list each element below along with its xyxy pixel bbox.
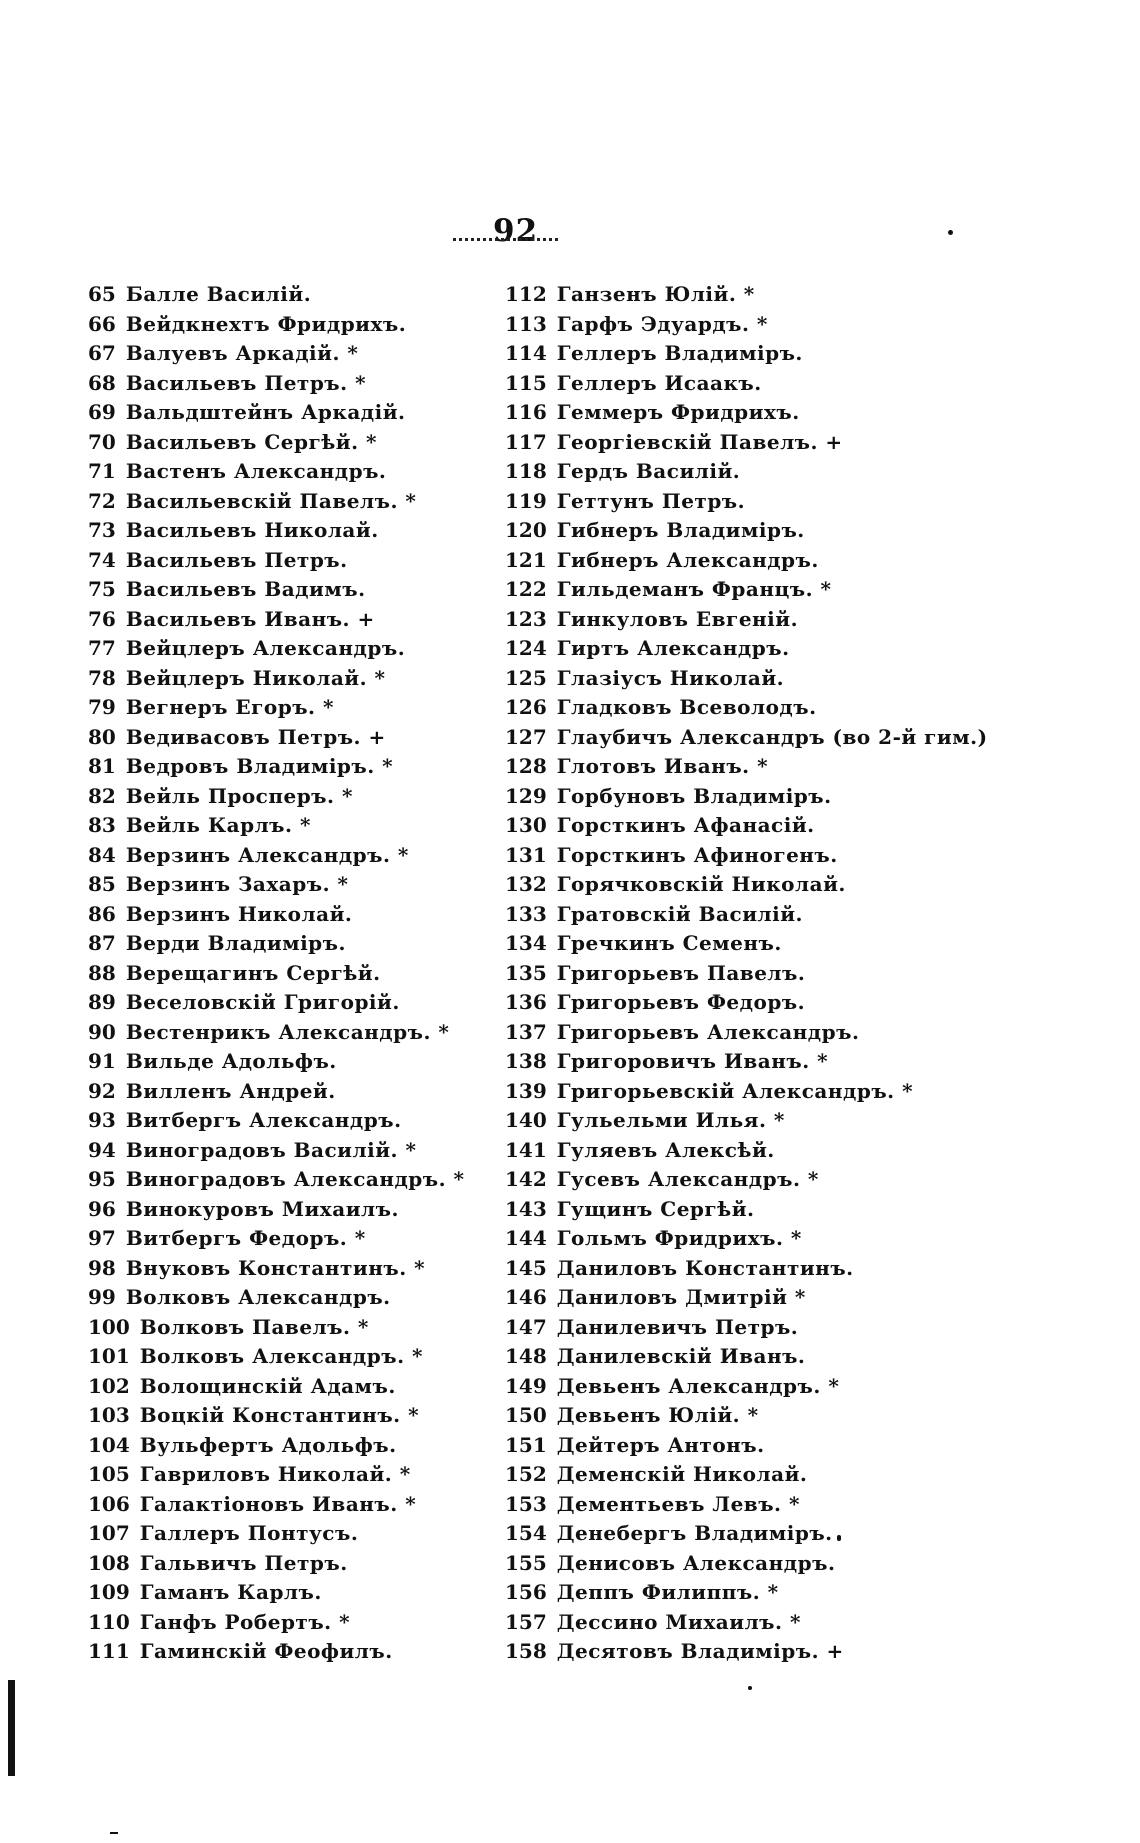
entry-name: Вейль Карлъ. * — [125, 813, 311, 837]
entry-name: Балле Василій. — [125, 282, 312, 306]
entry-number: 82 — [88, 783, 116, 808]
entry-name: Вейцлеръ Николай. * — [125, 665, 386, 690]
list-entry — [88, 1460, 465, 1490]
entry-number: 94 — [88, 1137, 116, 1162]
list-entry — [505, 575, 988, 605]
entry-name: Верещагинъ Сергѣй. — [125, 960, 381, 985]
page-number-underline — [453, 238, 558, 241]
entry-name: Глазіусъ Николай. — [556, 665, 785, 690]
entry-name: Гаминскій Феофилъ. — [139, 1639, 393, 1663]
entry-number: 77 — [88, 636, 116, 660]
list-entry — [505, 1372, 988, 1402]
entry-name: Виноградовъ Александръ. * — [125, 1167, 465, 1191]
list-entry — [505, 1018, 988, 1048]
entry-name: Волощинскій Адамъ. — [139, 1373, 396, 1398]
entry-name: Васильевскій Павелъ. * — [125, 488, 417, 513]
entry-name: Глаубичъ Александръ (во 2-й гим.) — [556, 724, 988, 749]
entry-number: 120 — [505, 518, 547, 542]
entry-number: 145 — [505, 1255, 547, 1280]
list-entry — [505, 634, 988, 664]
entry-name: Валуевъ Аркадій. * — [125, 341, 359, 365]
list-entry — [88, 369, 465, 399]
entry-name: Ведровъ Владиміръ. * — [125, 754, 394, 778]
entry-number: 109 — [88, 1580, 130, 1604]
list-entry — [88, 782, 465, 812]
entry-name: Гульельми Илья. * — [556, 1108, 785, 1132]
entry-name: Григорьевскій Александръ. * — [556, 1078, 914, 1103]
list-entry — [505, 988, 988, 1018]
list-entry — [505, 605, 988, 635]
entry-name: Верзинъ Захаръ. * — [125, 872, 349, 896]
entry-number: 71 — [88, 459, 116, 483]
list-entry — [88, 516, 465, 546]
entry-name: Девьенъ Юлій. * — [556, 1403, 759, 1427]
entry-name: Данилевичъ Петръ. — [556, 1314, 799, 1339]
entry-name: Верди Владиміръ. — [125, 931, 346, 955]
entry-number: 149 — [505, 1373, 547, 1398]
list-entry — [505, 1519, 988, 1549]
entry-number: 126 — [505, 695, 547, 719]
list-entry — [505, 752, 988, 782]
entry-number: 85 — [88, 872, 116, 896]
entry-number: 92 — [88, 1078, 116, 1103]
list-entry — [88, 605, 465, 635]
entry-number: 132 — [505, 872, 547, 896]
list-entry — [505, 457, 988, 487]
list-entry — [505, 310, 988, 340]
entry-name: Васильевъ Николай. — [125, 518, 379, 542]
entry-name: Веселовскій Григорій. — [125, 990, 400, 1014]
entry-name: Вильде Адольфъ. — [125, 1049, 337, 1073]
entry-number: 140 — [505, 1108, 547, 1132]
entry-number: 144 — [505, 1226, 547, 1250]
entry-name: Дейтеръ Антонъ. — [556, 1432, 765, 1457]
entry-number: 151 — [505, 1432, 547, 1457]
entry-name: Деменскій Николай. — [556, 1462, 808, 1486]
entry-number: 88 — [88, 960, 116, 985]
entry-number: 74 — [88, 547, 116, 572]
list-entry — [505, 280, 988, 310]
list-entry — [88, 398, 465, 428]
entry-number: 84 — [88, 842, 116, 867]
entry-number: 107 — [88, 1521, 130, 1545]
entry-number: 118 — [505, 459, 547, 483]
entry-name: Внуковъ Константинъ. * — [125, 1255, 426, 1280]
entry-number: 112 — [505, 282, 547, 306]
entry-number: 72 — [88, 488, 116, 513]
list-entry — [88, 988, 465, 1018]
entry-name: Гильдеманъ Францъ. * — [556, 577, 832, 601]
list-entry — [505, 900, 988, 930]
entry-name: Гердъ Василій. — [556, 459, 741, 483]
entry-number: 117 — [505, 429, 547, 454]
list-entry — [505, 1165, 988, 1195]
entry-name: Григоровичъ Иванъ. * — [556, 1049, 829, 1073]
entry-number: 87 — [88, 931, 116, 955]
list-entry — [505, 1254, 988, 1284]
list-entry — [88, 1018, 465, 1048]
entry-name: Гаманъ Карлъ. — [139, 1580, 322, 1604]
entry-number: 156 — [505, 1580, 547, 1604]
entry-number: 69 — [88, 400, 116, 424]
entry-number: 138 — [505, 1049, 547, 1073]
scan-speck — [948, 230, 953, 235]
list-entry — [88, 428, 465, 458]
list-entry — [88, 1637, 465, 1667]
entry-number: 146 — [505, 1285, 547, 1309]
entry-name: Григорьевъ Павелъ. — [556, 960, 806, 985]
entry-number: 114 — [505, 341, 547, 365]
entry-name: Геттунъ Петръ. — [556, 488, 746, 513]
entry-number: 105 — [88, 1462, 130, 1486]
entry-name: Васильевъ Иванъ. + — [125, 606, 375, 631]
list-entry — [505, 1077, 988, 1107]
entry-number: 89 — [88, 990, 116, 1014]
list-entry — [505, 841, 988, 871]
entry-number: 136 — [505, 990, 547, 1014]
entry-name: Гарфъ Эдуардъ. * — [556, 311, 768, 336]
entry-number: 157 — [505, 1609, 547, 1634]
scan-speck — [110, 1832, 118, 1834]
entry-number: 148 — [505, 1344, 547, 1368]
list-entry — [505, 959, 988, 989]
entry-name: Гибнеръ Владиміръ. — [556, 518, 805, 542]
entry-name: Вейль Просперъ. * — [125, 783, 353, 808]
entry-name: Вилленъ Андрей. — [125, 1078, 336, 1103]
entry-number: 130 — [505, 813, 547, 837]
list-entry — [88, 1578, 465, 1608]
list-entry — [88, 1401, 465, 1431]
entry-name: Ганзенъ Юлій. * — [556, 282, 755, 306]
entry-name: Гавриловъ Николай. * — [139, 1462, 411, 1486]
entry-number: 135 — [505, 960, 547, 985]
entry-name: Григорьевъ Александръ. — [556, 1019, 860, 1044]
list-entry — [88, 1490, 465, 1520]
entry-name: Десятовъ Владиміръ. + — [556, 1639, 844, 1663]
entry-number: 154 — [505, 1521, 547, 1545]
entry-number: 96 — [88, 1196, 116, 1221]
entry-number: 143 — [505, 1196, 547, 1221]
entry-name: Ганфъ Робертъ. * — [139, 1609, 351, 1634]
entry-number: 111 — [88, 1639, 130, 1663]
entry-name: Витбергъ Федоръ. * — [125, 1226, 366, 1250]
entry-name: Горячковскій Николай. — [556, 872, 846, 896]
list-entry — [88, 870, 465, 900]
list-entry — [505, 1637, 988, 1667]
entry-name: Вестенрикъ Александръ. * — [125, 1019, 450, 1044]
list-entry — [505, 1608, 988, 1638]
list-entry — [88, 1608, 465, 1638]
list-entry — [88, 339, 465, 369]
list-entry — [88, 1106, 465, 1136]
list-entry — [505, 1460, 988, 1490]
left-column — [88, 280, 465, 1667]
list-entry — [88, 1224, 465, 1254]
entry-number: 125 — [505, 665, 547, 690]
entry-name: Винокуровъ Михаилъ. — [125, 1196, 399, 1221]
list-entry — [88, 546, 465, 576]
entry-name: Воцкій Константинъ. * — [139, 1403, 420, 1427]
entry-number: 75 — [88, 577, 116, 601]
entry-number: 93 — [88, 1108, 116, 1132]
scan-edge-mark — [8, 1680, 15, 1776]
list-entry — [505, 1490, 988, 1520]
entry-name: Васильевъ Вадимъ. — [125, 577, 366, 601]
entry-name: Вальдштейнъ Аркадій. — [125, 400, 406, 424]
entry-name: Даниловъ Константинъ. — [556, 1255, 854, 1280]
entry-number: 115 — [505, 370, 547, 395]
list-entry — [88, 634, 465, 664]
entry-name: Вастенъ Александръ. — [125, 459, 387, 483]
entry-name: Гущинъ Сергѣй. — [556, 1196, 755, 1221]
list-entry — [505, 1106, 988, 1136]
entry-number: 119 — [505, 488, 547, 513]
entry-name: Гальвичъ Петръ. — [139, 1550, 348, 1575]
list-entry — [88, 1195, 465, 1225]
entry-name: Виноградовъ Василій. * — [125, 1137, 417, 1162]
list-entry — [505, 1047, 988, 1077]
list-entry — [505, 516, 988, 546]
list-entry — [88, 487, 465, 517]
entry-name: Григорьевъ Федоръ. — [556, 990, 806, 1014]
entry-number: 133 — [505, 901, 547, 926]
entry-number: 99 — [88, 1285, 116, 1309]
entry-name: Гуляевъ Алексѣй. — [556, 1137, 775, 1162]
list-entry — [88, 310, 465, 340]
entry-number: 110 — [88, 1609, 130, 1634]
entry-name: Гинкуловъ Евгеній. — [556, 606, 799, 631]
entry-name: Волковъ Павелъ. * — [139, 1314, 369, 1339]
entry-number: 76 — [88, 606, 116, 631]
entry-name: Гратовскій Василій. — [556, 901, 804, 926]
list-entry — [88, 1136, 465, 1166]
list-entry — [505, 398, 988, 428]
entry-name: Вейцлеръ Александръ. — [125, 636, 406, 660]
entry-name: Верзинъ Николай. — [125, 901, 353, 926]
entry-name: Глотовъ Иванъ. * — [556, 754, 769, 778]
list-entry — [88, 1431, 465, 1461]
entry-name: Геллеръ Владиміръ. — [556, 341, 803, 365]
list-entry — [88, 723, 465, 753]
entry-name: Гиртъ Александръ. — [556, 636, 790, 660]
list-entry — [505, 664, 988, 694]
list-entry — [88, 664, 465, 694]
entry-name: Волковъ Александръ. — [125, 1285, 391, 1309]
entry-number: 80 — [88, 724, 116, 749]
entry-number: 102 — [88, 1373, 130, 1398]
list-entry — [88, 1313, 465, 1343]
list-entry — [88, 1047, 465, 1077]
list-entry — [88, 1342, 465, 1372]
entry-number: 106 — [88, 1491, 130, 1516]
entry-name: Горбуновъ Владиміръ. — [556, 783, 832, 808]
entry-name: Данилевскій Иванъ. — [556, 1344, 806, 1368]
right-column — [505, 280, 988, 1667]
list-entry — [505, 428, 988, 458]
entry-number: 78 — [88, 665, 116, 690]
entry-number: 127 — [505, 724, 547, 749]
list-entry — [505, 1283, 988, 1313]
list-entry — [88, 1077, 465, 1107]
entry-name: Гречкинъ Семенъ. — [556, 931, 782, 955]
list-entry — [88, 900, 465, 930]
entry-number: 124 — [505, 636, 547, 660]
list-entry — [88, 1372, 465, 1402]
entry-number: 66 — [88, 311, 116, 336]
entry-name: Геммеръ Фридрихъ. — [556, 400, 800, 424]
entry-name: Девьенъ Александръ. * — [556, 1373, 840, 1398]
list-entry — [505, 1136, 988, 1166]
entry-number: 68 — [88, 370, 116, 395]
entry-number: 153 — [505, 1491, 547, 1516]
list-entry — [88, 693, 465, 723]
list-entry — [505, 782, 988, 812]
entry-number: 101 — [88, 1344, 130, 1368]
entry-name: Галлеръ Понтусъ. — [139, 1521, 359, 1545]
list-entry — [505, 546, 988, 576]
entry-number: 137 — [505, 1019, 547, 1044]
list-entry — [505, 870, 988, 900]
list-entry — [88, 752, 465, 782]
entry-number: 95 — [88, 1167, 116, 1191]
list-entry — [88, 1519, 465, 1549]
entry-number: 103 — [88, 1403, 130, 1427]
entry-number: 73 — [88, 518, 116, 542]
entry-name: Витбергъ Александръ. — [125, 1108, 402, 1132]
list-entry — [505, 811, 988, 841]
entry-number: 131 — [505, 842, 547, 867]
list-entry — [88, 1165, 465, 1195]
entry-number: 113 — [505, 311, 547, 336]
entry-number: 108 — [88, 1550, 130, 1575]
entry-name: Васильевъ Сергѣй. * — [125, 429, 377, 454]
entry-number: 91 — [88, 1049, 116, 1073]
entry-name: Васильевъ Петръ. — [125, 547, 348, 572]
list-entry — [88, 575, 465, 605]
list-entry — [88, 811, 465, 841]
list-entry — [505, 1195, 988, 1225]
entry-name: Дементьевъ Левъ. * — [556, 1491, 800, 1516]
entry-name: Дессино Михаилъ. * — [556, 1609, 801, 1634]
entry-number: 152 — [505, 1462, 547, 1486]
list-entry — [505, 1578, 988, 1608]
entry-name: Вульфертъ Адольфъ. — [139, 1432, 397, 1457]
entry-number: 121 — [505, 547, 547, 572]
list-entry — [88, 457, 465, 487]
entry-number: 129 — [505, 783, 547, 808]
entry-number: 79 — [88, 695, 116, 719]
list-entry — [505, 723, 988, 753]
entry-name: Гольмъ Фридрихъ. * — [556, 1226, 802, 1250]
entry-number: 98 — [88, 1255, 116, 1280]
list-entry — [505, 369, 988, 399]
entry-number: 122 — [505, 577, 547, 601]
entry-name: Вегнеръ Егоръ. * — [125, 695, 334, 719]
list-entry — [88, 1549, 465, 1579]
list-entry — [505, 487, 988, 517]
list-entry — [505, 1342, 988, 1372]
entry-number: 90 — [88, 1019, 116, 1044]
entry-name: Галактіоновъ Иванъ. * — [139, 1491, 417, 1516]
entry-name: Гибнеръ Александръ. — [556, 547, 819, 572]
entry-name: Георгіевскій Павелъ. + — [556, 429, 843, 454]
entry-name: Деппъ Филиппъ. * — [556, 1580, 779, 1604]
list-entry — [505, 1313, 988, 1343]
entry-number: 158 — [505, 1639, 547, 1663]
list-entry — [505, 1431, 988, 1461]
entry-name: Верзинъ Александръ. * — [125, 842, 409, 867]
entry-number: 142 — [505, 1167, 547, 1191]
entry-number: 147 — [505, 1314, 547, 1339]
list-entry — [505, 1401, 988, 1431]
list-entry — [88, 959, 465, 989]
entry-number: 65 — [88, 282, 116, 306]
scan-speck — [748, 1686, 752, 1690]
entry-number: 141 — [505, 1137, 547, 1162]
list-entry — [505, 1224, 988, 1254]
list-entry — [505, 1549, 988, 1579]
list-entry — [505, 693, 988, 723]
entry-name: Ведивасовъ Петръ. + — [125, 724, 386, 749]
entry-number: 139 — [505, 1078, 547, 1103]
list-entry — [88, 280, 465, 310]
entry-name: Горсткинъ Афиногенъ. — [556, 842, 838, 867]
entry-number: 123 — [505, 606, 547, 631]
list-entry — [88, 1283, 465, 1313]
page-number: 92 — [493, 213, 539, 249]
scan-speck — [837, 1535, 841, 1541]
entry-number: 81 — [88, 754, 116, 778]
entry-number: 104 — [88, 1432, 130, 1457]
entry-number: 155 — [505, 1550, 547, 1575]
entry-name: Горсткинъ Афанасій. — [556, 813, 815, 837]
entry-number: 128 — [505, 754, 547, 778]
entry-name: Денебергъ Владиміръ. — [556, 1521, 833, 1545]
entry-name: Геллеръ Исаакъ. — [556, 370, 762, 395]
entry-number: 100 — [88, 1314, 130, 1339]
list-entry — [88, 929, 465, 959]
entry-number: 67 — [88, 341, 116, 365]
list-entry — [505, 929, 988, 959]
list-entry — [88, 841, 465, 871]
entry-number: 86 — [88, 901, 116, 926]
entry-name: Вейдкнехтъ Фридрихъ. — [125, 311, 407, 336]
entry-name: Гусевъ Александръ. * — [556, 1167, 819, 1191]
entry-name: Денисовъ Александръ. — [556, 1550, 836, 1575]
list-entry — [505, 339, 988, 369]
entry-number: 83 — [88, 813, 116, 837]
entry-name: Гладковъ Всеволодъ. — [556, 695, 817, 719]
entry-number: 150 — [505, 1403, 547, 1427]
entry-number: 70 — [88, 429, 116, 454]
entry-number: 134 — [505, 931, 547, 955]
entry-name: Васильевъ Петръ. * — [125, 370, 367, 395]
entry-name: Волковъ Александръ. * — [139, 1344, 423, 1368]
list-entry — [88, 1254, 465, 1284]
entry-number: 97 — [88, 1226, 116, 1250]
entry-name: Даниловъ Дмитрій * — [556, 1285, 806, 1309]
entry-number: 116 — [505, 400, 547, 424]
